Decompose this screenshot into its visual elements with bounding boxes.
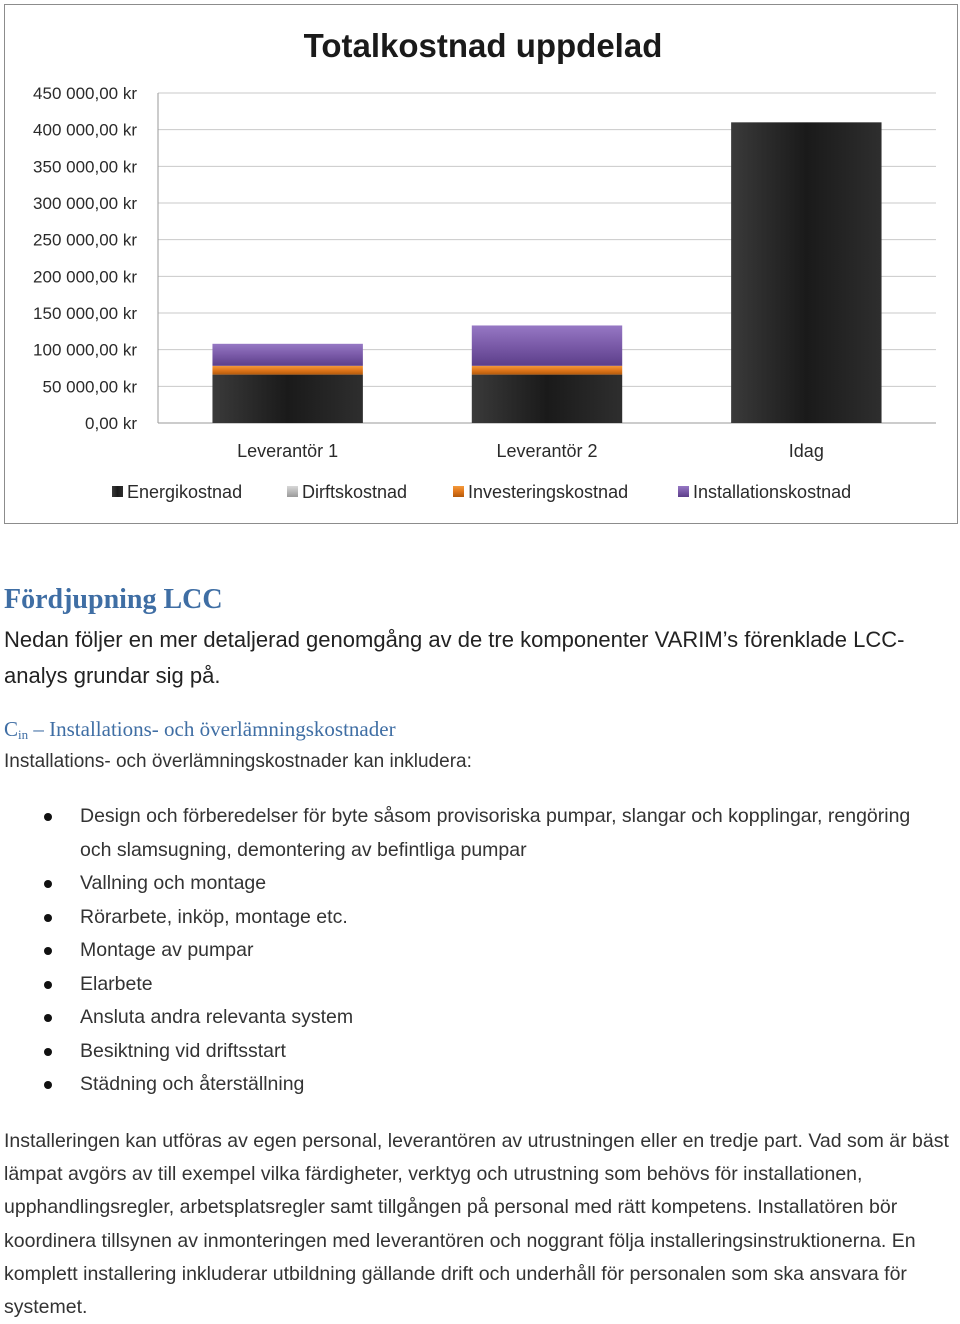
y-tick-label: 350 000,00 kr (33, 157, 137, 177)
list-item-text: Rörarbete, inköp, montage etc. (80, 905, 348, 928)
cost-subscript: in (18, 727, 29, 742)
bullet-icon (44, 914, 52, 922)
subsection-heading (4, 717, 396, 743)
chart-title: Totalkostnad uppdelad (303, 27, 663, 64)
list-item-text: Elarbete (80, 972, 153, 995)
x-tick-label: Leverantör 2 (496, 441, 598, 461)
list-item (0, 1001, 940, 1035)
chart-container (4, 4, 958, 524)
bullet-icon (44, 1081, 52, 1089)
legend-swatch (678, 486, 689, 497)
y-tick-label: 300 000,00 kr (33, 194, 137, 213)
list-item-text: Besiktning vid driftsstart (80, 1039, 286, 1062)
x-tick-label: Leverantör 1 (237, 441, 339, 461)
list-item (0, 800, 940, 867)
bullet-icon (44, 1014, 52, 1022)
list-item (0, 867, 940, 901)
y-tick-label: 50 000,00 kr (42, 377, 137, 397)
legend-label: Investeringskostnad (468, 482, 629, 502)
bar-segment-energikostnad (472, 375, 622, 423)
y-tick-label: 0,00 kr (85, 414, 137, 433)
bar-segment-installationskostnad (212, 344, 362, 366)
list-item (0, 934, 940, 968)
bullet-icon (44, 880, 52, 888)
cost-items-list (0, 800, 940, 1102)
bullet-icon (44, 981, 52, 989)
bar-segment-energikostnad (731, 122, 881, 423)
list-item-text: Städning och återställning (80, 1073, 305, 1095)
closing-paragraph: Installeringen kan utföras av egen personal, leverantören av utrustningen eller en tredje part. Vad som är bäst lämpat avgörs av till exempel vilka färdigheter, verktyg och utrustning som behövs för installationen, upphandlingsregler, arbetsplatsregler samt tillgången på personal med rätt kompetens. Installatören bör koordinera tillsynen av inmonteringen med leverantören och noggrant följa installeringsinstruktionerna. En komplett installering inkluderar utbildning gällande drift och underhåll för personalen som ska ansvara för systemet. (4, 1130, 949, 1319)
legend-label: Dirftskostnad (302, 482, 408, 502)
legend-swatch (112, 486, 123, 497)
y-tick-label: 450 000,00 kr (33, 84, 137, 103)
legend-swatch (287, 486, 298, 497)
intro-paragraph: Nedan följer en mer detaljerad genomgång av de tre komponenter VARIM’s förenklade LCC-analys grundar sig på. (4, 627, 905, 688)
cost-breakdown-chart (5, 5, 959, 525)
y-tick-label: 100 000,00 kr (33, 340, 137, 360)
subsection-title: – Installations- och överlämningskostnader (28, 717, 396, 741)
y-tick-label: 200 000,00 kr (33, 267, 137, 287)
legend-swatch (453, 486, 464, 497)
list-item-text: Ansluta andra relevanta system (80, 1006, 354, 1028)
bar-segment-energikostnad (212, 375, 362, 423)
bar-segment-investeringskostnad (472, 366, 622, 375)
x-tick-label: Idag (788, 441, 824, 461)
section-heading: Fördjupning LCC (4, 584, 223, 615)
list-item (0, 1035, 940, 1069)
bullet-icon (44, 947, 52, 955)
y-tick-label: 150 000,00 kr (33, 304, 137, 323)
legend-label: Energikostnad (127, 482, 243, 502)
list-item (0, 1068, 940, 1102)
subsection-intro: Installations- och överlämningskostnader kan inkludera: (4, 751, 472, 772)
bullet-icon (44, 813, 52, 821)
list-item-text: Design och förberedelser för byte såsom provisoriska pumpar, slangar och kopplingar, rengöring och slamsugning, demontering av befintliga pumpar (80, 805, 911, 861)
list-item (0, 968, 940, 1002)
bar-segment-investeringskostnad (212, 366, 362, 375)
y-tick-label: 250 000,00 kr (33, 230, 137, 250)
y-tick-label: 400 000,00 kr (33, 120, 137, 140)
legend-label: Installationskostnad (693, 482, 852, 502)
bar-segment-installationskostnad (472, 325, 622, 365)
list-item-text: Montage av pumpar (80, 939, 254, 961)
bullet-icon (44, 1048, 52, 1056)
cost-symbol: C (4, 717, 19, 741)
list-item-text: Vallning och montage (80, 872, 267, 894)
list-item (0, 901, 940, 935)
